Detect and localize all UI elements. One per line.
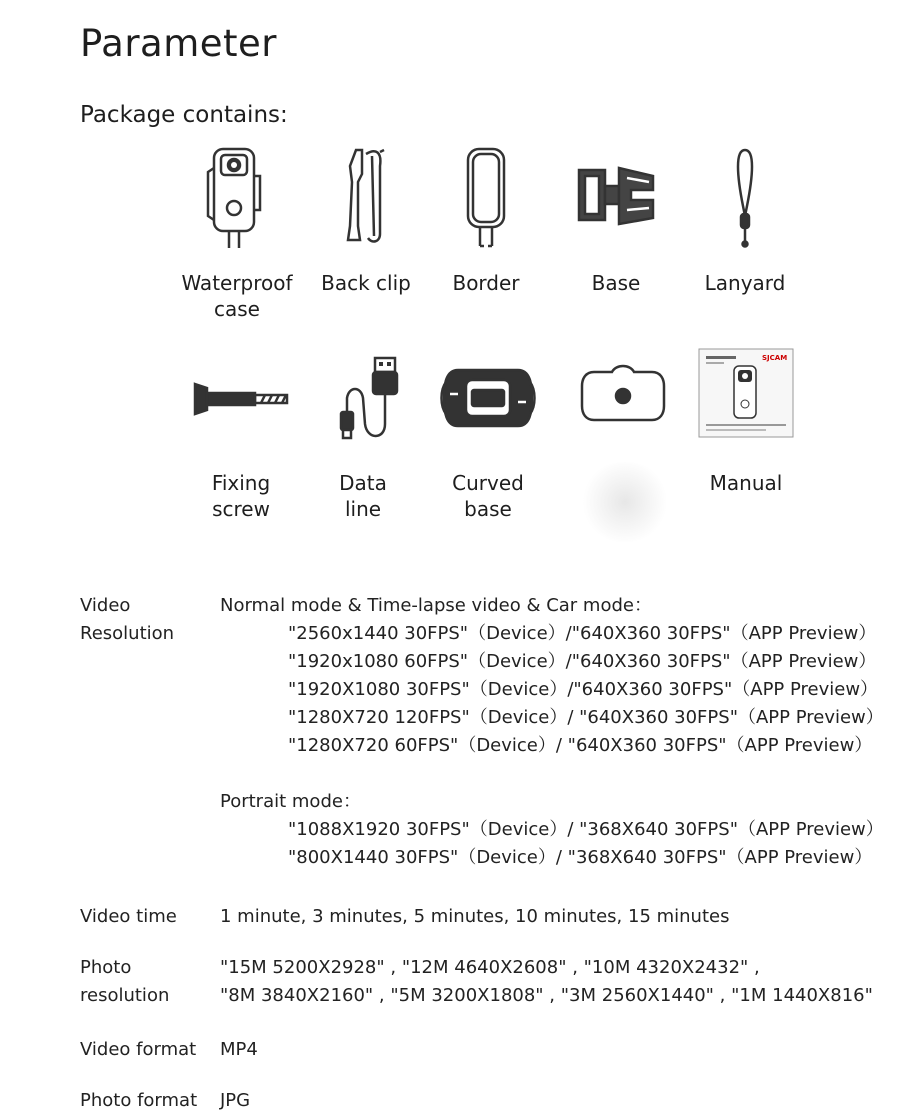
normal-mode-line: "1920X1080 30FPS"（Device）/"640X360 30FPS"（APP Preview） bbox=[288, 679, 879, 700]
package-item-label: Border bbox=[452, 271, 520, 295]
package-item-fixing-screw bbox=[176, 354, 306, 521]
product-reflection bbox=[580, 462, 670, 542]
package-item-curved-base bbox=[423, 354, 553, 521]
package-heading: Package contains: bbox=[80, 102, 288, 128]
normal-mode-line: "1280X720 120FPS"（Device）/ "640X360 30FPS"（APP Preview） bbox=[288, 707, 884, 728]
spec-value: MP4 bbox=[220, 1039, 258, 1060]
package-item-label: Fixing screw bbox=[211, 471, 271, 521]
spec-value: "8M 3840X2160" , "5M 3200X1808" , "3M 2560X1440" , "1M 1440X816" bbox=[220, 985, 873, 1006]
spec-key: Video format bbox=[80, 1039, 197, 1060]
package-item-base bbox=[551, 146, 681, 295]
fixing-screw-icon bbox=[189, 354, 293, 444]
portrait-mode-heading: Portrait mode： bbox=[220, 791, 361, 812]
package-item-waterproof-case bbox=[172, 146, 302, 321]
back-clip-icon bbox=[336, 146, 396, 246]
package-item-label: Waterproof case bbox=[181, 271, 293, 321]
spec-value: "15M 5200X2928" , "12M 4640X2608" , "10M 4320X2432" , bbox=[220, 957, 760, 978]
base-icon bbox=[575, 146, 657, 250]
data-line-icon bbox=[323, 354, 403, 444]
border-icon bbox=[461, 146, 511, 250]
normal-mode-line: "1280X720 60FPS"（Device）/ "640X360 30FPS"（APP Preview） bbox=[288, 735, 873, 756]
package-item-label: Lanyard bbox=[704, 271, 786, 295]
normal-mode-line: "2560x1440 30FPS"（Device）/"640X360 30FPS"（APP Preview） bbox=[288, 623, 877, 644]
manual-brand: SJCAM bbox=[762, 354, 788, 362]
package-item-label: Back clip bbox=[321, 271, 411, 295]
manual-icon bbox=[698, 348, 794, 438]
magnetic-mount-icon bbox=[578, 354, 668, 434]
portrait-mode-line: "800X1440 30FPS"（Device）/ "368X640 30FPS"（APP Preview） bbox=[288, 847, 873, 868]
page-title: Parameter bbox=[80, 22, 277, 65]
package-item-back-clip bbox=[301, 146, 431, 295]
package-item-lanyard bbox=[680, 146, 810, 295]
package-item-label: Manual bbox=[709, 471, 783, 495]
package-item-border bbox=[421, 146, 551, 295]
package-item-label: Base bbox=[591, 271, 641, 295]
waterproof-case-icon bbox=[202, 146, 272, 252]
spec-key: Video time bbox=[80, 906, 177, 927]
spec-key: Photo resolution bbox=[80, 957, 170, 1006]
lanyard-icon bbox=[725, 146, 765, 250]
normal-mode-line: "1920x1080 60FPS"（Device）/"640X360 30FPS"（APP Preview） bbox=[288, 651, 877, 672]
spec-key: Photo format bbox=[80, 1090, 198, 1111]
package-item-magnetic-mount bbox=[558, 354, 688, 434]
package-item-label: Curved base bbox=[452, 471, 524, 521]
spec-key: Video Resolution bbox=[80, 595, 175, 644]
portrait-mode-line: "1088X1920 30FPS"（Device）/ "368X640 30FPS"（APP Preview） bbox=[288, 819, 884, 840]
normal-mode-heading: Normal mode & Time-lapse video & Car mode： bbox=[220, 595, 652, 616]
package-item-data-line bbox=[298, 354, 428, 521]
package-item-label: Data line bbox=[339, 471, 387, 521]
spec-value: JPG bbox=[220, 1090, 251, 1111]
spec-value: 1 minute, 3 minutes, 5 minutes, 10 minutes, 15 minutes bbox=[220, 906, 730, 927]
curved-base-icon bbox=[436, 354, 540, 444]
package-item-manual bbox=[681, 348, 811, 495]
